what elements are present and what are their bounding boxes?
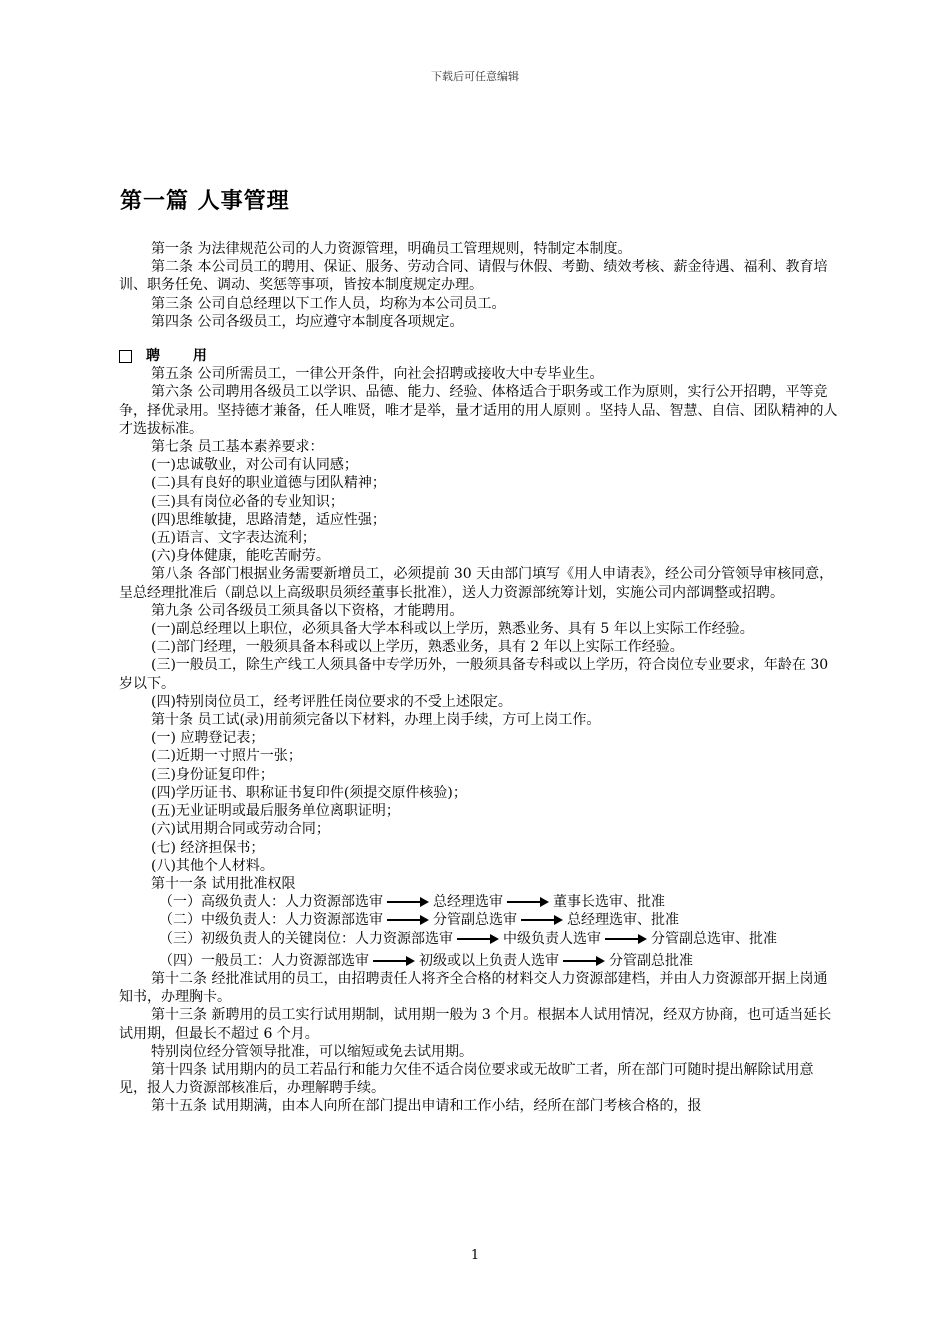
flow-step: 总经理选审、批准	[567, 912, 679, 929]
section-heading-label: 聘 用	[146, 348, 221, 365]
article-8: 第八条 各部门根据业务需要新增员工，必须提前 30 天由部门填写《用人申请表》，经公司分管领导审核同意，呈总经理批准后（副总以上高级职员须经董事长批准），送人力资源部统筹计划，实施公司内部调整或招聘。	[119, 566, 834, 601]
arrow-right-icon	[507, 897, 549, 907]
list-item: (四)思维敏捷，思路清楚，适应性强；	[151, 511, 386, 528]
list-item: (二)近期一寸照片一张；	[151, 748, 302, 765]
checkbox-square-icon	[119, 350, 132, 363]
list-item: (六)试用期合同或劳动合同；	[151, 821, 330, 838]
list-item: (四)学历证书、职称证书复印件(须提交原件核验)；	[151, 784, 467, 801]
article-2: 第二条 本公司员工的聘用、保证、服务、劳动合同、请假与休假、考勤、绩效考核、薪金待遇、福利、教育培训、职务任免、调动、奖惩等事项，皆按本制度规定办理。	[119, 259, 828, 294]
list-item: (三)身份证复印件；	[151, 766, 274, 783]
list-item: (三)具有岗位必备的专业知识；	[151, 493, 344, 510]
approval-flow-general	[119, 952, 839, 970]
article-13: 第十三条 新聘用的员工实行试用期制，试用期一般为 3 个月。根据本人试用情况，经双方协商，也可适当延长试用期，但最长不超过 6 个月。	[119, 1007, 832, 1042]
flow-step: 分管副总选审	[433, 912, 517, 929]
list-item: (二)具有良好的职业道德与团队精神；	[151, 475, 386, 492]
flow-step: 中级负责人选审	[503, 930, 601, 947]
flow-step: 分管副总选审、批准	[651, 930, 777, 947]
article-3: 第三条 公司自总经理以下工作人员，均称为本公司员工。	[151, 295, 506, 312]
page-header: 下载后可任意编辑	[431, 70, 519, 83]
arrow-right-icon	[387, 915, 429, 925]
flow-step: （四）一般员工：人力资源部选审	[159, 952, 369, 969]
list-item: (一) 应聘登记表；	[151, 730, 265, 747]
arrow-right-icon	[457, 934, 499, 944]
arrow-right-icon	[521, 915, 563, 925]
flow-step: 分管副总批准	[609, 952, 693, 969]
list-item: (五)无业证明或最后服务单位离职证明；	[151, 803, 400, 820]
list-item: (八)其他个人材料。	[151, 857, 274, 874]
list-item: (六)身体健康，能吃苦耐劳。	[151, 548, 330, 565]
arrow-right-icon	[563, 956, 605, 966]
approval-flow-middle	[119, 911, 839, 929]
article-14: 第十四条 试用期内的员工若品行和能力欠佳不适合岗位要求或无故旷工者，所在部门可随时提出解除试用意见，报人力资源部核准后，办理解聘手续。	[119, 1061, 814, 1097]
flow-step: 董事长选审、批准	[553, 894, 665, 911]
arrow-right-icon	[373, 956, 415, 966]
list-item: (四)特别岗位员工，经考评胜任岗位要求的不受上述限定。	[151, 693, 512, 710]
article-6: 第六条 公司聘用各级员工以学识、品德、能力、经验、体格适合于职务或工作为原则，实行公开招聘，平等竞争，择优录用。坚持德才兼备，任人唯贤，唯才是举，量才适用的用人原则 。坚持人品、智慧、自信、团队精神的人才选拔标准。	[119, 384, 838, 437]
list-item: (一)忠诚敬业，对公司有认同感；	[151, 457, 358, 474]
approval-flow-senior	[119, 893, 839, 911]
article-1: 第一条 为法律规范公司的人力资源管理，明确员工管理规则，特制定本制度。	[151, 241, 632, 257]
flow-step: （二）中级负责人：人力资源部选审	[159, 912, 383, 929]
flow-step: 总经理选审	[433, 894, 503, 911]
page-number: 1	[470, 1248, 480, 1263]
article-9: 第九条 公司各级员工须具备以下资格，才能聘用。	[151, 602, 464, 619]
arrow-right-icon	[387, 897, 429, 907]
list-item: (七) 经济担保书；	[151, 839, 265, 856]
flow-step: （三）初级负责人的关键岗位：人力资源部选审	[159, 930, 453, 947]
article-5: 第五条 公司所需员工，一律公开条件，向社会招聘或接收大中专毕业生。	[151, 366, 604, 383]
list-item: (一)副总经理以上职位，必须具备大学本科或以上学历，熟悉业务、具有 5 年以上实际工作经验。	[151, 621, 754, 638]
article-4: 第四条 公司各级员工，均应遵守本制度各项规定。	[151, 313, 464, 330]
arrow-right-icon	[605, 934, 647, 944]
document-body	[119, 240, 839, 1116]
approval-flow-junior-key	[119, 930, 839, 948]
article-13-note: 特别岗位经分管领导批准，可以缩短或免去试用期。	[151, 1043, 473, 1060]
article-10: 第十条 员工试(录)用前须完备以下材料，办理上岗手续，方可上岗工作。	[151, 712, 601, 729]
list-item: (五)语言、文字表达流利；	[151, 530, 316, 547]
article-12: 第十二条 经批准试用的员工，由招聘责任人将齐全合格的材料交人力资源部建档，并由人力资源部开据上岗通知书，办理胸卡。	[119, 970, 828, 1006]
list-item: (二)部门经理，一般须具备本科或以上学历，熟悉业务，具有 2 年以上实际工作经验。	[151, 639, 684, 656]
article-11: 第十一条 试用批准权限	[151, 875, 296, 892]
list-item: (三)一般员工，除生产线工人须具备中专学历外，一般须具备专科或以上学历，符合岗位专业要求，年龄在 30 岁以下。	[119, 657, 829, 692]
flow-step: （一）高级负责人：人力资源部选审	[159, 894, 383, 911]
page-title: 第一篇 人事管理	[120, 189, 290, 214]
article-15: 第十五条 试用期满，由本人向所在部门提出申请和工作小结，经所在部门考核合格的，报	[151, 1098, 702, 1115]
article-7: 第七条 员工基本素养要求：	[151, 439, 324, 456]
flow-step: 初级或以上负责人选审	[419, 952, 559, 969]
section-heading	[119, 347, 839, 365]
